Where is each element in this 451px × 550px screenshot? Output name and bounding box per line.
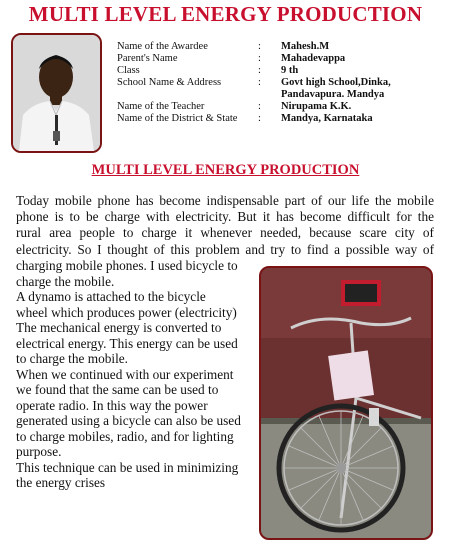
info-label: Name of the Teacher — [117, 101, 205, 112]
student-portrait-image — [13, 35, 100, 151]
bicycle-dynamo-image — [261, 268, 431, 538]
info-label: Name of the District & State — [117, 113, 238, 124]
page-title: MULTI LEVEL ENERGY PRODUCTION — [28, 2, 423, 26]
body-line: electrical energy. This energy can be used — [16, 335, 238, 351]
intro-paragraph — [16, 193, 434, 258]
body-text-column — [16, 258, 252, 491]
info-value: Mandya, Karnataka — [281, 113, 373, 124]
section-heading: MULTI LEVEL ENERGY PRODUCTION — [91, 162, 360, 178]
info-value: Nirupama K.K. — [281, 101, 352, 112]
bicycle-photo — [259, 266, 433, 540]
info-colon: : — [258, 41, 261, 52]
student-photo — [11, 33, 102, 153]
info-label: Class — [117, 65, 140, 76]
info-value: Mahadevappa — [281, 53, 346, 64]
info-label: School Name & Address — [117, 77, 222, 88]
body-line: A dynamo is attached to the bicycle — [16, 289, 206, 304]
body-line: purpose. — [16, 444, 62, 459]
body-line: operate radio. In this way the power — [16, 397, 208, 413]
body-line: charge the mobile. — [16, 273, 115, 289]
info-colon: : — [258, 53, 261, 64]
body-line: The mechanical energy is converted to — [16, 320, 222, 335]
body-line: generated using a bicycle can also be used — [16, 413, 241, 428]
body-line: we found that the same can be used to — [16, 382, 219, 397]
intro-line: phone is to be charge with electricity. But it has become difficult for the — [16, 209, 434, 225]
info-colon: : — [258, 65, 261, 76]
info-label: Parent's Name — [117, 53, 178, 64]
info-value: Govt high School,Dinka, — [281, 77, 391, 88]
info-colon: : — [258, 113, 261, 124]
info-colon: : — [258, 101, 261, 112]
body-line: the energy crises — [16, 475, 106, 490]
body-line: wheel which produces power (electricity) — [16, 304, 237, 320]
body-line: charging mobile phones. I used bicycle to — [16, 258, 238, 273]
intro-line: rural area people to charge it whenever needed, because scare city of — [16, 225, 434, 241]
info-value: Mahesh.M — [281, 41, 330, 52]
body-line: to charge the mobile. — [16, 351, 129, 366]
body-line: This technique can be used in minimizing — [16, 459, 239, 475]
body-line: When we continued with our experiment — [16, 366, 234, 382]
info-colon: : — [258, 77, 261, 88]
info-label: Name of the Awardee — [117, 41, 208, 52]
intro-line: Today mobile phone has become indispensable part of our life the mobile — [16, 193, 434, 208]
body-line: to charge mobiles, radio, and for lighting — [16, 428, 234, 444]
info-value: Pandavapura. Mandya — [281, 89, 385, 100]
intro-line: electricity. So I thought of this problem and try to find a possible way of — [16, 241, 434, 257]
info-value: 9 th — [281, 65, 299, 76]
